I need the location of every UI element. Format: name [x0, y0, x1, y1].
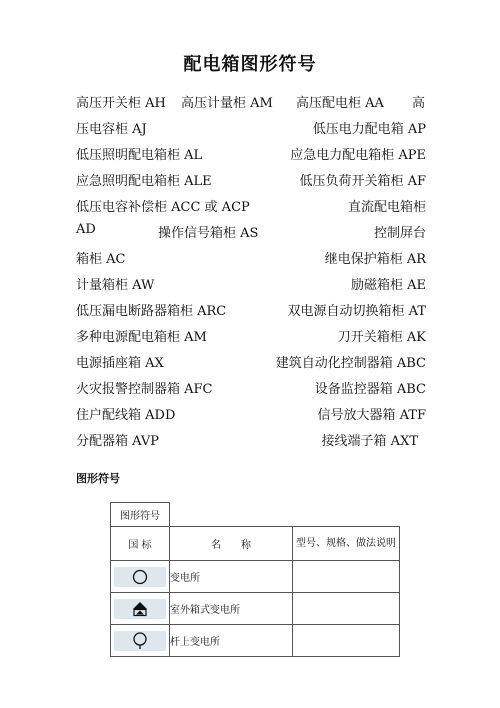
table-caption-row [111, 503, 400, 527]
header-spec: 型号、规格、做法说明 [293, 527, 400, 561]
row-spec [293, 561, 400, 593]
circle-icon [114, 567, 166, 587]
line-item: 分配器箱 AVP [76, 434, 160, 449]
section-title: 图形符号 [76, 472, 120, 485]
line-item: 电源插座箱 AX [76, 356, 164, 371]
table-row [111, 561, 400, 593]
text-line [76, 378, 426, 398]
table-row [111, 593, 400, 625]
header-standard: 国 标 [111, 527, 170, 561]
line-item: 刀开关箱柜 AK [337, 330, 426, 345]
text-line [76, 274, 426, 294]
text-line [76, 300, 426, 320]
text-line [76, 352, 426, 372]
line-item: 火灾报警控制器箱 AFC [76, 382, 213, 397]
row-name: 变电所 [170, 561, 293, 593]
line-item: 多种电源配电箱柜 AM [76, 330, 207, 345]
line-item: 设备监控器箱 ABC [314, 382, 426, 397]
table-header-row [111, 527, 400, 561]
symbol-table [110, 502, 400, 657]
line-item: 直流配电箱柜 [347, 200, 426, 215]
line-item: 应急照明配电箱柜 ALE [76, 174, 212, 189]
line-item: 低压电力配电箱 AP [312, 122, 426, 137]
outdoor-box-substation-icon [114, 599, 166, 619]
line-item: 计量箱柜 AW [76, 278, 155, 293]
text-line [76, 144, 426, 164]
line-item: 高压配电柜 AA [296, 96, 384, 111]
table-row [111, 625, 400, 657]
line-item: 信号放大器箱 ATF [317, 408, 426, 423]
text-line [76, 222, 426, 242]
line-item: 低压负荷开关箱柜 AF [299, 174, 426, 189]
text-line [76, 404, 426, 424]
page-title: 配电箱图形符号 [183, 54, 317, 75]
text-line [76, 92, 426, 112]
line-item: 建筑自动化控制器箱 ABC [275, 356, 426, 371]
row-spec [293, 625, 400, 657]
line-item: 住户配线箱 ADD [76, 408, 176, 423]
text-line [76, 196, 426, 216]
text-line [76, 118, 426, 138]
pole-substation-icon [114, 631, 166, 651]
text-line [76, 326, 426, 346]
line-item: 压电容柜 AJ [76, 122, 147, 137]
row-name: 杆上变电所 [170, 625, 293, 657]
line-item: 继电保护箱柜 AR [324, 252, 426, 267]
line-item: 控制屏台 [373, 226, 426, 241]
line-item: 操作信号箱柜 AS [158, 226, 259, 241]
line-item: 高 [412, 96, 426, 111]
text-line [76, 170, 426, 190]
line-item: 高压开关柜 AH [76, 96, 166, 111]
line-item: 箱柜 AC [76, 252, 126, 267]
text-line [76, 430, 426, 450]
line-item: 励磁箱柜 AE [350, 278, 426, 293]
text-line [76, 248, 426, 268]
line-item: 接线端子箱 AXT [321, 434, 418, 449]
row-spec [293, 593, 400, 625]
table-caption: 图形符号 [111, 503, 170, 527]
line-item: 低压电容补偿柜 ACC 或 ACP [76, 200, 250, 215]
line-item: 高压计量柜 AM [181, 96, 273, 111]
row-name: 室外箱式变电所 [170, 593, 293, 625]
header-name: 名 称 [170, 527, 293, 561]
line-item: 低压漏电断路器箱柜 ARC [76, 304, 227, 319]
line-item: 应急电力配电箱柜 APE [290, 148, 426, 163]
line-item: AD [76, 222, 96, 237]
line-item: 低压照明配电箱柜 AL [76, 148, 203, 163]
line-item: 双电源自动切换箱柜 AT [287, 304, 426, 319]
